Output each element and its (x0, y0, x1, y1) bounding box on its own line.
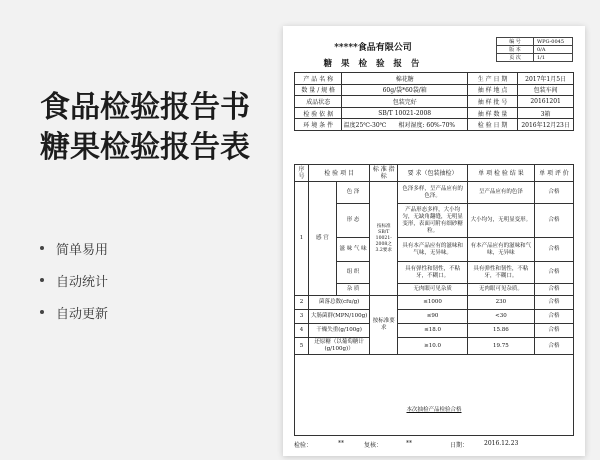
bullet-dot-icon (40, 246, 44, 250)
feature-item (40, 232, 108, 264)
col-no: 序 号 (295, 165, 309, 182)
hero-title-line1: 食品检验报告书 (40, 90, 250, 125)
conclusion-cell (295, 355, 574, 436)
product-name-label: 产 品 名 称 (295, 73, 342, 85)
basis-label: 检 验 依 据 (295, 107, 342, 119)
row-item: 滋 味 气 味 (336, 238, 369, 262)
sensory-label: 感 官 (308, 182, 336, 296)
table-row (295, 310, 574, 324)
conclusion-row (295, 355, 574, 436)
finished-state-label: 成品状态 (295, 96, 342, 108)
row-requirement: 色泽多样，呈产品应有的色泽。 (398, 182, 468, 204)
row-no: 5 (295, 338, 309, 355)
sample-qty: 3箱 (518, 107, 574, 119)
row-requirement: ≤90 (398, 310, 468, 324)
hero-title-line2: 糖果检验报告表 (40, 130, 250, 165)
meta-value: 1/1 (534, 54, 573, 62)
row-requirement: ≤18.0 (398, 324, 468, 338)
conclusion-text: 本次抽检产品检验合格 (406, 406, 462, 413)
product-name: 棉花糖 (342, 73, 468, 85)
spec-label: 数 量 / 规 格 (295, 84, 342, 96)
row-requirement: ≥10.0 (398, 338, 468, 355)
row-evaluation: 合格 (534, 262, 573, 284)
sensory-standard: 按标准SB/T 10021-2008之 3.2要求 (370, 182, 398, 296)
meta-label: 页 次 (497, 54, 534, 62)
col-standard: 标 准 指 标 (370, 165, 398, 182)
row-item: 还原糖（以葡萄糖计(g/100g)） (308, 338, 369, 355)
reviewer-label: 复核： (364, 442, 383, 449)
row-requirement: 具有弹性和韧性，不粘牙，不糊口。 (398, 262, 468, 284)
table-row (295, 204, 574, 238)
row-evaluation: 合格 (534, 338, 573, 355)
meta-value: 0/A (534, 46, 573, 54)
feature-item (40, 296, 108, 328)
batch-number: 20161201 (518, 96, 574, 108)
humidity: 相对湿度: 60%-70% (398, 122, 456, 130)
row-evaluation: 合格 (534, 324, 573, 338)
row-evaluation: 合格 (534, 296, 573, 310)
table-row (295, 284, 574, 296)
micro-standard: 按标准要求 (370, 296, 398, 355)
row-evaluation: 合格 (534, 182, 573, 204)
row-requirement: 具有本产品应有的滋味和气味，无异味。 (398, 238, 468, 262)
col-evaluation: 单 项 评 价 (534, 165, 573, 182)
row-item: 色 泽 (336, 182, 369, 204)
row-result: 具有弹性和韧性，不粘牙，不糊口。 (467, 262, 534, 284)
spec: 60g/袋*60袋/箱 (342, 84, 468, 96)
batch-label: 抽 样 批 号 (467, 96, 517, 108)
row-evaluation: 合格 (534, 310, 573, 324)
sampling-place: 包装车间 (518, 84, 574, 96)
row-item: 菌落总数(cfu/g) (308, 296, 369, 310)
inspection-results-table (294, 164, 574, 436)
production-date-label: 生 产 日 期 (467, 73, 517, 85)
row-result: 19.75 (467, 338, 534, 355)
feature-list (40, 232, 108, 328)
col-item: 检 验 项 目 (308, 165, 369, 182)
product-info-table (294, 72, 574, 131)
finished-state: 包装完好 (342, 96, 468, 108)
report-date: 2016.12.23 (484, 440, 519, 447)
row-requirement: 无肉眼可见杂质 (398, 284, 468, 296)
row-result: 15.86 (467, 324, 534, 338)
row-result: 有本产品应有的滋味和气味，无异味 (467, 238, 534, 262)
table-header-row (295, 165, 574, 182)
row-item: 干燥失重(g/100g) (308, 324, 369, 338)
row-no: 2 (295, 296, 309, 310)
inspector-name: ** (338, 440, 344, 447)
table-row (295, 324, 574, 338)
row-no: 4 (295, 324, 309, 338)
row-result: 大小均匀，无明显变形。 (467, 204, 534, 238)
row-item: 大肠菌群(MPN/100g) (308, 310, 369, 324)
company-name: *****食品有限公司 (334, 43, 412, 53)
table-row (295, 182, 574, 204)
env-label: 环 境 条 件 (295, 119, 342, 131)
feature-item (40, 264, 108, 296)
row-result: 无肉眼可见杂质。 (467, 284, 534, 296)
row-evaluation: 合格 (534, 204, 573, 238)
feature-label: 简单易用 (56, 242, 109, 258)
col-requirement: 要 求（包装抽检） (398, 165, 468, 182)
reviewer-name: ** (406, 440, 412, 447)
temperature: 温度25℃-30℃ (343, 122, 387, 130)
row-evaluation: 合格 (534, 238, 573, 262)
inspect-date: 2016年12月23日 (518, 119, 574, 131)
bullet-dot-icon (40, 310, 44, 314)
row-requirement: 产品形态多样，大小均匀，无缺角翻缝，无明显变形，表面可附有细砂糖粒。 (398, 204, 468, 238)
bullet-dot-icon (40, 278, 44, 282)
report-document (283, 26, 585, 456)
table-row (295, 338, 574, 355)
basis: SB/T 10021-2008 (342, 107, 468, 119)
inspector-label: 检验： (294, 442, 313, 449)
feature-label: 自动更新 (56, 306, 109, 322)
date-label: 日期： (450, 442, 469, 449)
table-row (295, 262, 574, 284)
row-no: 3 (295, 310, 309, 324)
row-result: 230 (467, 296, 534, 310)
row-item: 形 态 (336, 204, 369, 238)
meta-label: 编 号 (497, 38, 534, 46)
hero-title (40, 88, 250, 168)
row-evaluation: 合格 (534, 284, 573, 296)
feature-label: 自动统计 (56, 274, 109, 290)
meta-row (497, 38, 573, 46)
meta-row (497, 46, 573, 54)
production-date: 2017年1月5日 (518, 73, 574, 85)
row-result: <30 (467, 310, 534, 324)
meta-value: WPG-0045 (534, 38, 573, 46)
table-row (295, 238, 574, 262)
row-result: 呈产品应有的色泽 (467, 182, 534, 204)
row-item: 组 织 (336, 262, 369, 284)
document-meta-table (496, 37, 573, 62)
col-result: 单 项 检 验 结 果 (467, 165, 534, 182)
meta-row (497, 54, 573, 62)
sensory-no: 1 (295, 182, 309, 296)
table-row (295, 296, 574, 310)
meta-label: 版 本 (497, 46, 534, 54)
row-item: 杂 质 (336, 284, 369, 296)
inspect-date-label: 检 验 日 期 (467, 119, 517, 131)
env-conditions (342, 119, 468, 131)
sampling-place-label: 抽 样 地 点 (467, 84, 517, 96)
report-title: 糖 果 检 验 报 告 (323, 59, 423, 69)
sample-qty-label: 抽 样 数 量 (467, 107, 517, 119)
row-requirement: ≤1000 (398, 296, 468, 310)
